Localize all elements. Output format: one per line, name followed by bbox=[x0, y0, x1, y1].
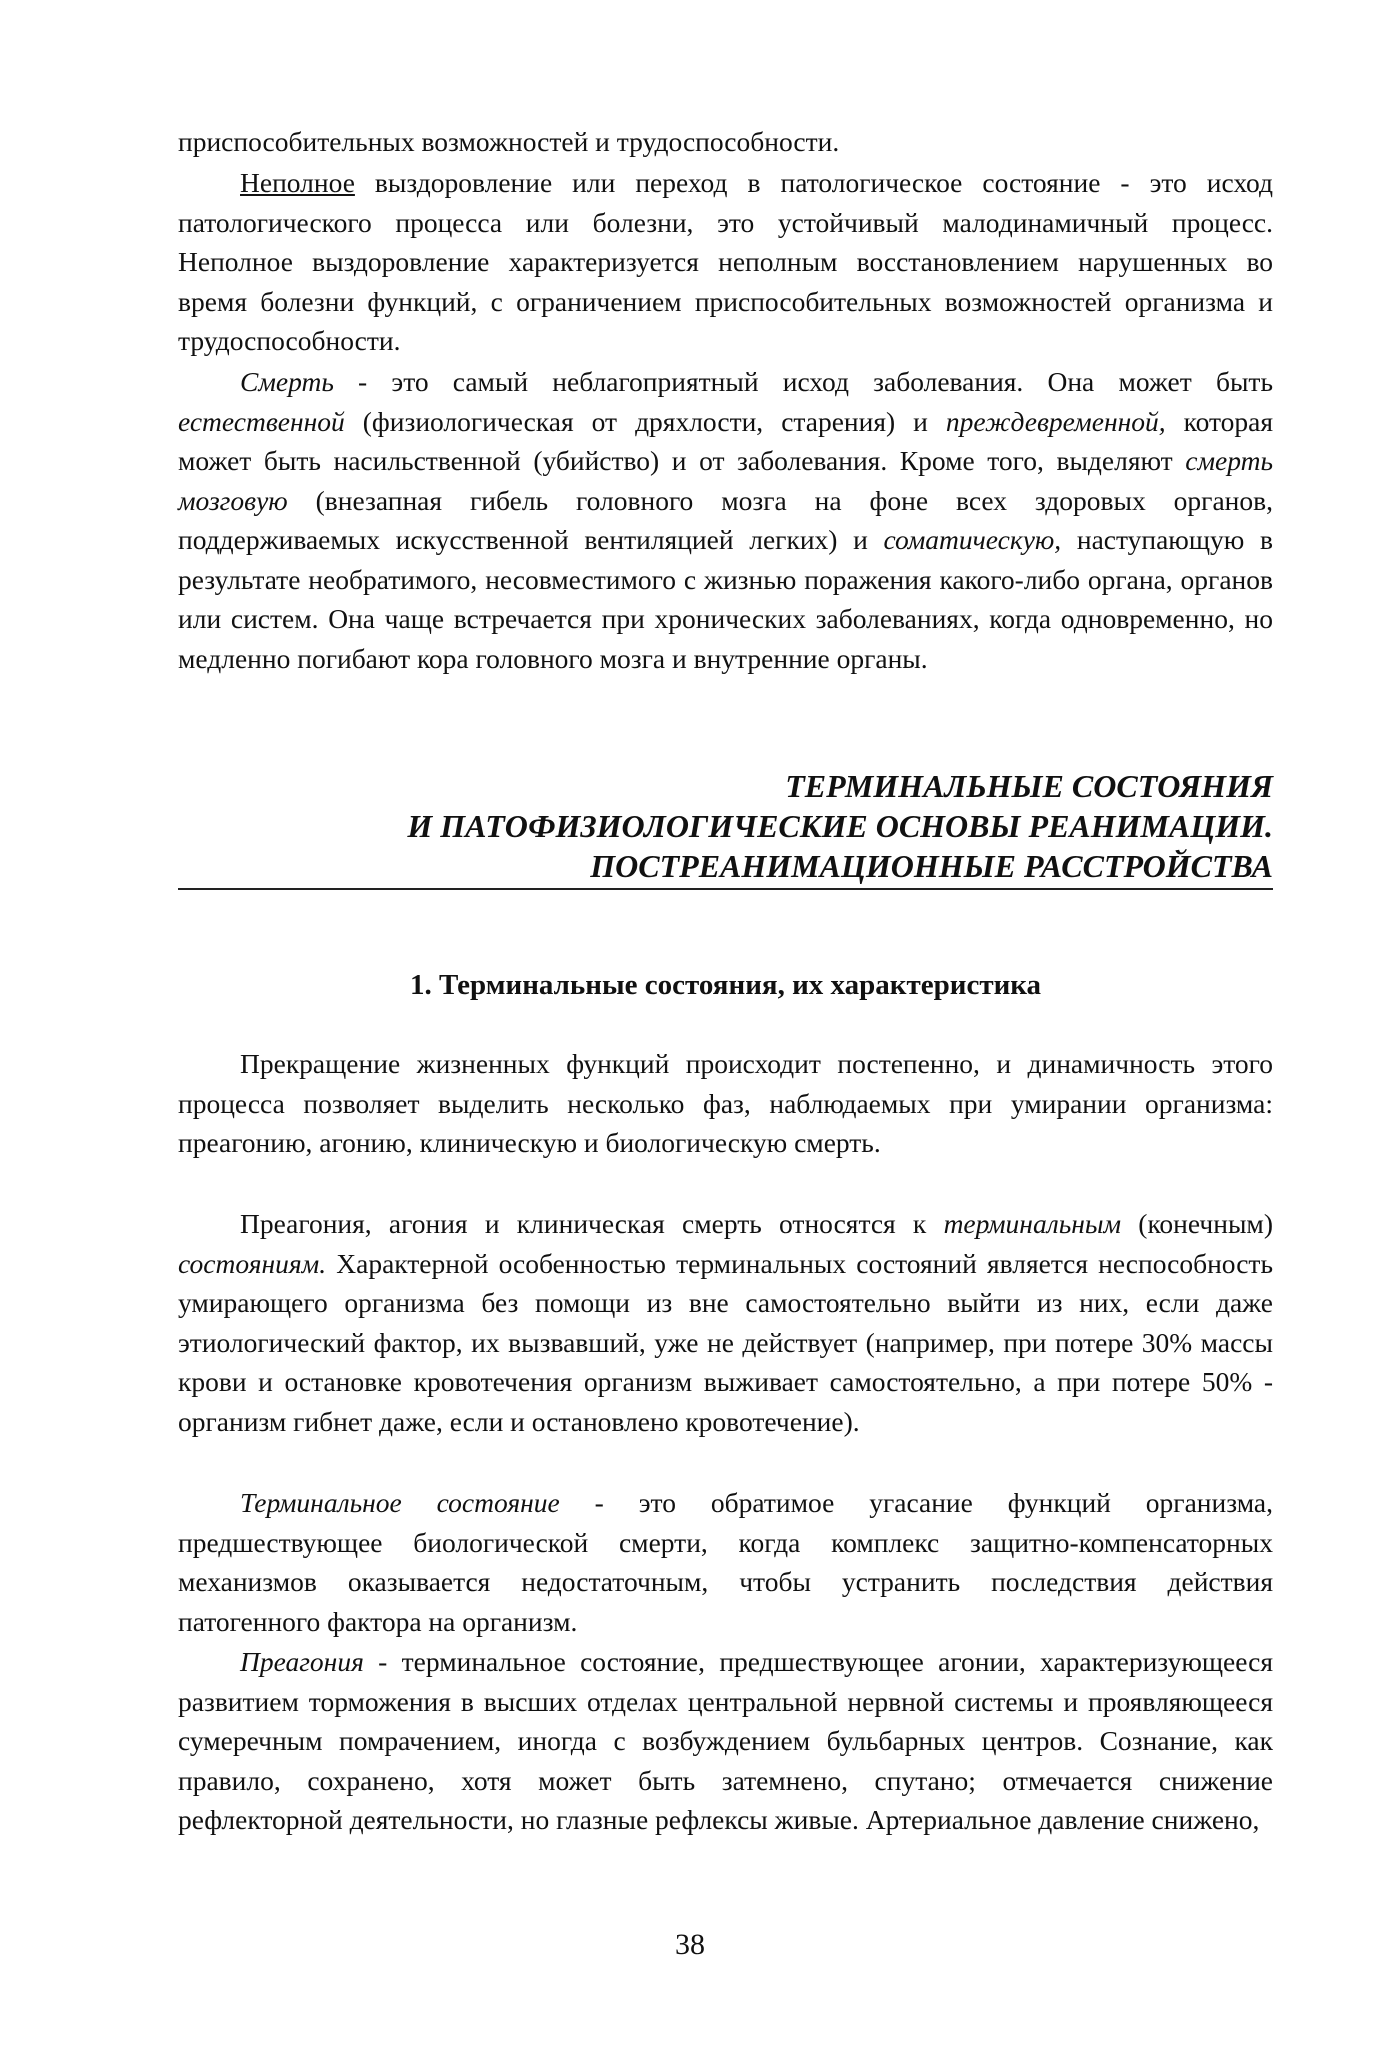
section-title: 1. Терминальные состояния, их характеристика bbox=[409, 969, 1042, 1001]
chapter-heading-line-3: ПОСТРЕАНИМАЦИОННЫЕ РАССТРОЙСТВА bbox=[590, 848, 1273, 884]
paragraph-death: Смерть - это самый неблагоприятный исход заболевания. Она может быть естественной (физиологическая от дряхлости, старения) и преждевременной, которая может быть насильственной (убийство) и от заболевания. Кроме того, выделяют смерть мозговую (внезапная гибель головного мозга на фоне всех здоровых органов, поддерживаемых искусственной вентиляцией легких) и соматическую, наступающую в результате необратимого, несовместимого с жизнью поражения какого-либо органа, органов или систем. Она чаще встречается при хронических заболеваниях, когда одновременно, но медленно погибают кора головного мозга и внутренние органы. bbox=[178, 366, 1273, 674]
paragraph-continuation: приспособительных возможностей и трудоспособности. bbox=[178, 126, 840, 157]
chapter-heading-line-1: ТЕРМИНАЛЬНЫЕ СОСТОЯНИЯ bbox=[785, 768, 1273, 804]
paragraph-preagony: Преагония - терминальное состояние, предшествующее агонии, характеризующееся развитием торможения в высших отделах центральной нервной системы и проявляющееся сумеречным помрачением, иногда с возбуждением бульбарных центров. Сознание, как правило, сохранено, хотя может быть затемнено, спутано; отмечается снижение рефлекторной деятельности, но глазные рефлексы живые. Артериальное давление снижено, bbox=[178, 1646, 1273, 1835]
italic-term: естественной bbox=[178, 405, 345, 437]
page-number: 38 bbox=[675, 1928, 705, 1961]
paragraph-terminal-states: Преагония, агония и клиническая смерть относятся к терминальным (конечным) состояниям. Характерной особенностью терминальных состояний является неспособность умирающего организма без помощи из вне самостоятельно выйти из них, если даже этиологический фактор, их вызвавший, уже не действует (например, при потере 30% массы крови и остановке кровотечения организм выживает самостоятельно, а при потере 50% - организм гибнет даже, если и остановлено кровотечение). bbox=[178, 1208, 1273, 1437]
italic-term: преждевременной, bbox=[945, 405, 1166, 437]
underlined-term: Неполное bbox=[240, 167, 355, 198]
chapter-heading-line-2: И ПАТОФИЗИОЛОГИЧЕСКИЕ ОСНОВЫ РЕАНИМАЦИИ. bbox=[407, 808, 1273, 844]
italic-term: соматическую, bbox=[883, 524, 1062, 555]
paragraph-terminal-definition: Терминальное состояние - это обратимое угасание функций организма, предшествующее биологической смерти, когда комплекс защитно-компенсаторных механизмов оказывается недостаточным, чтобы устранить последствия действия патогенного фактора на организм. bbox=[178, 1487, 1273, 1637]
italic-term: терминальным bbox=[943, 1208, 1122, 1239]
paragraph-incomplete-recovery: Неполное выздоровление или переход в патологическое состояние - это исход патологического процесса или болезни, это устойчивый малодинамичный процесс. Неполное выздоровление характеризуется неполным восстановлением нарушенных во время болезни функций, с ограничением приспособительных возможностей организма и трудоспособности. bbox=[178, 167, 1273, 356]
italic-term: Терминальное состояние bbox=[240, 1487, 560, 1518]
italic-term: Смерть bbox=[240, 366, 334, 397]
italic-term: смерть мозговую bbox=[178, 445, 1273, 516]
heading-rule bbox=[178, 888, 1273, 890]
paragraph-termination: Прекращение жизненных функций происходит постепенно, и динамичность этого процесса позволяет выделить несколько фаз, наблюдаемых при умирании организма: преагонию, агонию, клиническую и биологическую смерть. bbox=[178, 1048, 1273, 1158]
italic-term: Преагония bbox=[240, 1646, 364, 1677]
italic-term: состояниям. bbox=[178, 1247, 327, 1279]
